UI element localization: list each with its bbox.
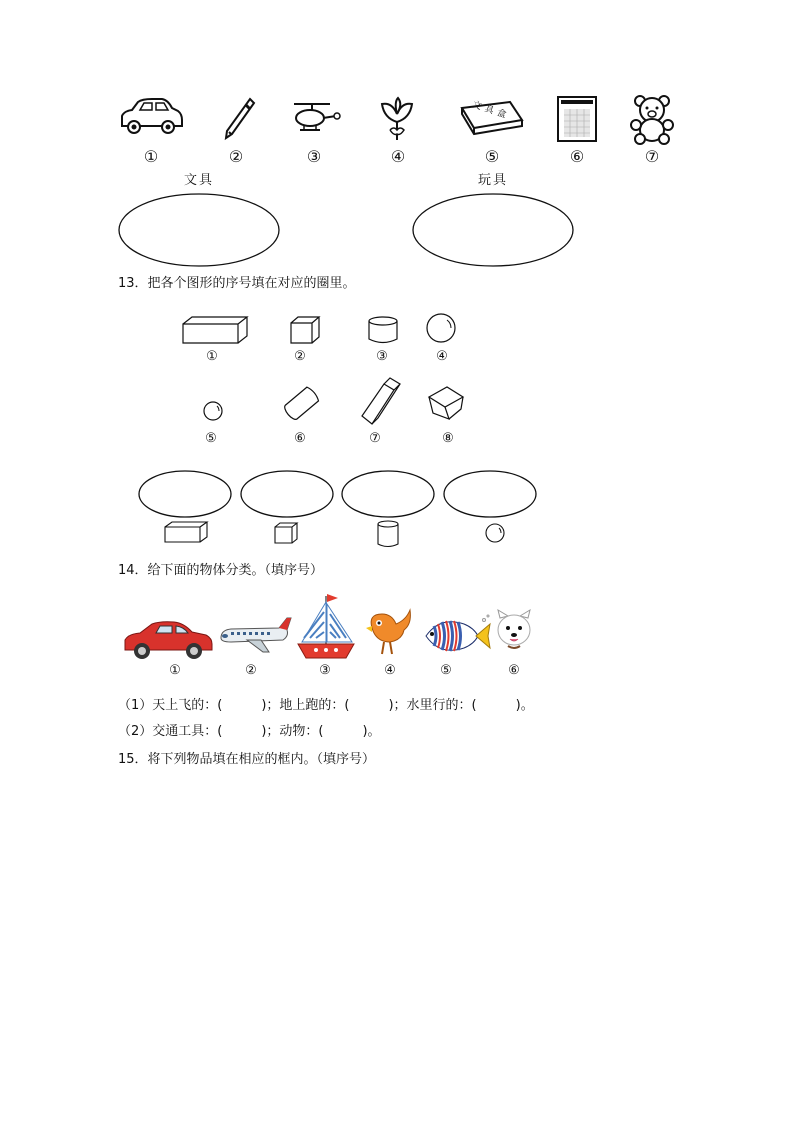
shape-sphere-small <box>202 400 224 422</box>
shape-number: ⑤ <box>205 431 217 446</box>
red-car-icon <box>122 620 214 660</box>
shape-number: ① <box>206 349 218 364</box>
shape-cylinder <box>367 316 399 344</box>
teddy-bear-icon <box>628 95 676 145</box>
item-number: ④ <box>384 663 396 678</box>
shape-number: ⑦ <box>369 431 381 446</box>
shape-cuboid-tilted <box>360 376 402 428</box>
group-label-stationery: 文具 <box>184 173 215 188</box>
leaf-plant-icon <box>376 96 418 142</box>
item-number: ⑦ <box>644 147 660 166</box>
shape-cube-small <box>274 522 298 544</box>
pen-icon <box>220 96 256 142</box>
notebook-icon <box>556 95 598 143</box>
pencil-case-text: 文具盒 <box>470 100 512 122</box>
question-14-line-2: （2）交通工具：( )；动物：( )。 <box>118 724 381 739</box>
shape-number: ④ <box>436 349 448 364</box>
item-number: ③ <box>319 663 331 678</box>
question-15-title: 15．将下列物品填在相应的框内。（填序号） <box>118 752 376 767</box>
answer-oval-cube[interactable] <box>239 470 335 518</box>
item-number: ⑥ <box>569 147 585 166</box>
shape-number: ③ <box>376 349 388 364</box>
shape-number: ⑥ <box>294 431 306 446</box>
toy-helicopter-icon <box>290 100 342 136</box>
fish-icon <box>420 614 492 656</box>
shape-number: ② <box>294 349 306 364</box>
answer-oval-stationery[interactable] <box>118 193 280 267</box>
answer-oval-cylinder[interactable] <box>340 470 436 518</box>
item-number: ② <box>228 147 244 166</box>
answer-oval-sphere[interactable] <box>442 470 538 518</box>
sailboat-icon <box>296 592 356 662</box>
bird-icon <box>362 606 414 658</box>
question-13-title: 13．把各个图形的序号填在对应的圈里。 <box>118 276 356 291</box>
shape-cuboid <box>182 316 248 344</box>
item-number: ① <box>169 663 181 678</box>
answer-oval-cuboid[interactable] <box>137 470 233 518</box>
shape-sphere <box>425 312 457 344</box>
item-number: ④ <box>390 147 406 166</box>
shape-cube-tilted <box>427 383 465 421</box>
item-number: ① <box>143 147 159 166</box>
shape-sphere-small-2 <box>484 522 506 544</box>
airplane-icon <box>217 614 293 656</box>
puppy-icon <box>494 608 534 658</box>
car-icon <box>118 96 184 138</box>
answer-oval-toys[interactable] <box>412 193 574 267</box>
shape-cuboid-small <box>164 521 208 543</box>
group-label-toys: 玩具 <box>478 173 509 188</box>
item-number: ⑤ <box>484 147 500 166</box>
shape-cylinder-small <box>376 520 400 548</box>
item-number: ⑤ <box>440 663 452 678</box>
question-14-title: 14．给下面的物体分类。（填序号） <box>118 563 324 578</box>
item-number: ③ <box>306 147 322 166</box>
question-14-line-1: （1）天上飞的：( )；地上跑的：( )；水里行的：( )。 <box>118 698 534 713</box>
shape-cylinder-tilted <box>282 386 322 420</box>
shape-number: ⑧ <box>442 431 454 446</box>
item-number: ② <box>245 663 257 678</box>
shape-cube <box>290 316 320 344</box>
item-number: ⑥ <box>508 663 520 678</box>
